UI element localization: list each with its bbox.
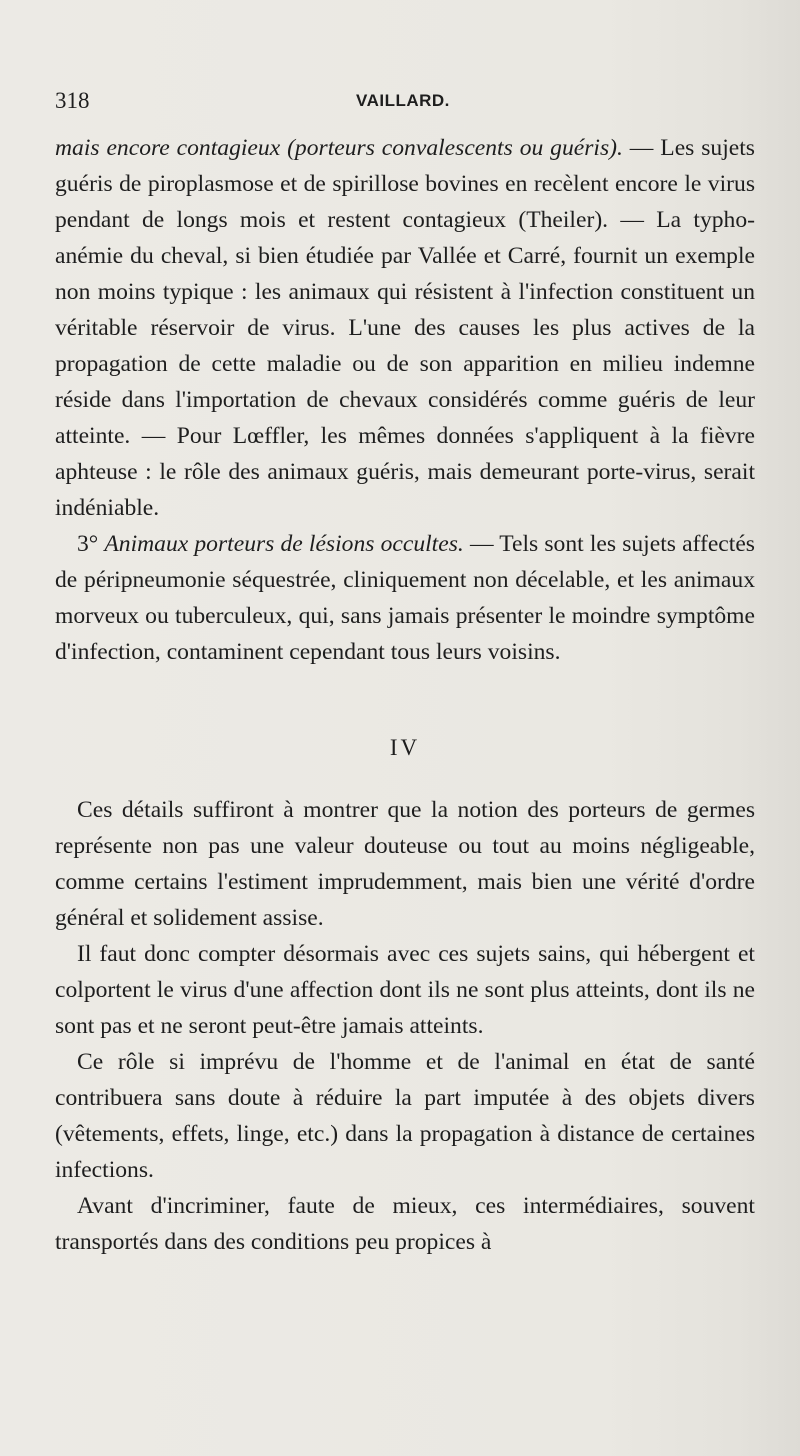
running-head: VAILLARD.	[356, 91, 450, 110]
body-text	[55, 130, 755, 1260]
text-run: — Les sujets guéris de piroplasmose et de spirillose bovines en recèlent encore le virus pendant de longs mois et restent contagieux (Theiler). — La typho-anémie du cheval, si bien étudiée par Vallée et Carré, fournit un exemple non moins typique : les animaux qui résistent à l'infection constituent un véritable réservoir de virus. L'une des causes les plus actives de la propagation de cette maladie ou de son apparition en milieu indemne réside dans l'importation de chevaux considérés comme guéris de leur atteinte. — Pour Lœffler, les mêmes données s'appliquent à la fièvre aphteuse : le rôle des animaux guéris, mais demeurant porte-virus, serait indéniable.	[55, 135, 755, 521]
paragraph: Ce rôle si imprévu de l'homme et de l'animal en état de santé contribuera sans doute à réduire la part imputée à des objets divers (vêtements, effets, linge, etc.) dans la propagation à distance de certaines infections.	[55, 1049, 755, 1183]
paragraph: Il faut donc compter désormais avec ces sujets sains, qui hébergent et colportent le virus d'une affection dont ils ne sont plus atteints, dont ils ne sont pas et ne seront peut-être jamais atteints.	[55, 941, 755, 1039]
paragraph-item-3	[55, 526, 755, 670]
text-run: — Tels sont les sujets affectés de péripneumonie séquestrée, cliniquement non décelable, et les animaux morveux ou tuberculeux, qui, sans jamais présenter le moindre symptôme d'infection, contaminent cependant tous leurs voisins.	[55, 531, 755, 665]
section-heading: IV	[389, 735, 421, 760]
page-number: 318	[55, 88, 90, 113]
paragraph-continued	[55, 130, 755, 526]
item-number: 3°	[77, 531, 105, 557]
paragraph: Avant d'incriminer, faute de mieux, ces intermédiaires, souvent transportés dans des conditions peu propices à	[55, 1193, 755, 1255]
item-title-italic: Animaux porteurs de lésions occultes.	[104, 531, 464, 557]
text-italic: mais encore contagieux (porteurs convalescents ou guéris).	[55, 135, 623, 161]
page-header	[0, 88, 800, 118]
paragraph: Ces détails suffiront à montrer que la notion des porteurs de germes représente non pas une valeur douteuse ou tout au moins négligeable, comme certains l'estiment imprudemment, mais bien une vérité d'ordre général et solidement assise.	[55, 797, 755, 931]
